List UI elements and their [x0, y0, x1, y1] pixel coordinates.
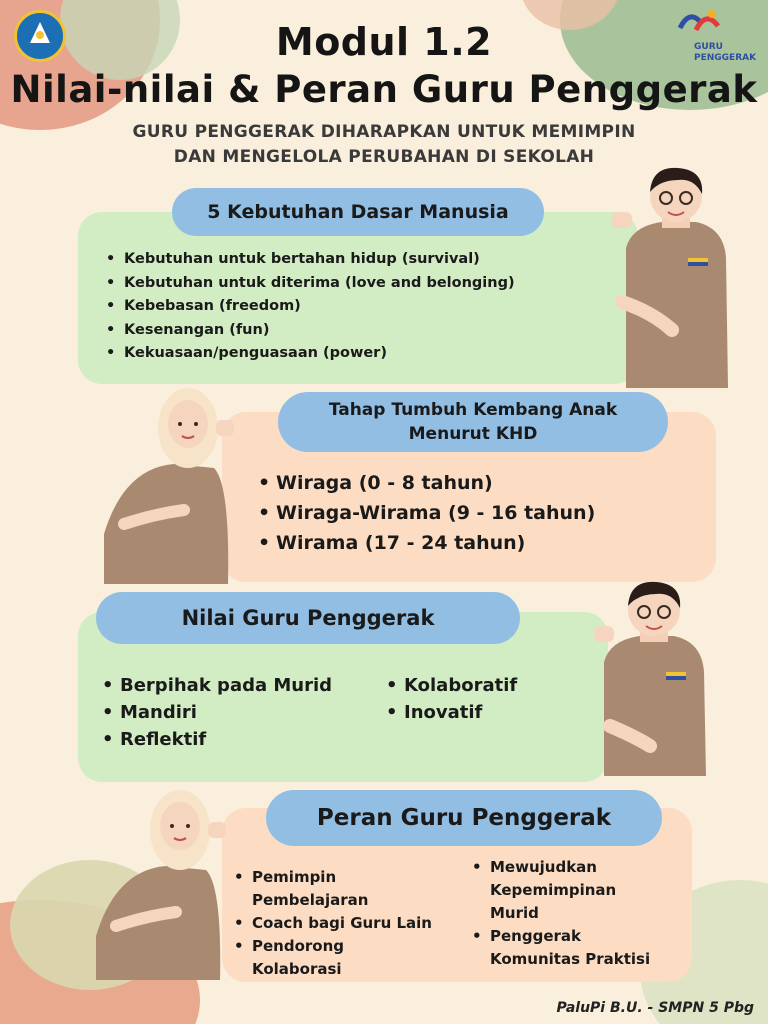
list-item: • Kebebasan (freedom) — [124, 295, 515, 319]
list-tahap — [276, 468, 595, 558]
title-line1: Modul 1.2 — [275, 20, 493, 64]
list-item: • Kebutuhan untuk bertahan hidup (survival) — [124, 248, 515, 272]
teacher-male-figure — [590, 576, 714, 776]
title-line2: Nilai-nilai & Peran Guru Penggerak — [10, 68, 758, 111]
list-peran-col2 — [490, 856, 650, 971]
list-item — [490, 925, 650, 971]
logo-text-penggerak: PENGGERAK — [694, 53, 757, 63]
subtitle-line2: DAN MENGELOLA PERUBAHAN DI SEKOLAH — [173, 147, 595, 167]
pill-peran: Peran Guru Penggerak — [266, 790, 662, 846]
list-item-line: Murid — [490, 904, 539, 922]
list-item — [252, 866, 432, 912]
list-kebutuhan — [124, 248, 515, 366]
list-peran-col1 — [252, 866, 432, 981]
list-item-line: Pendorong — [252, 937, 345, 955]
list-nilai-col2 — [404, 672, 517, 726]
list-item — [252, 912, 432, 935]
list-item: • Reflektif — [120, 726, 332, 753]
list-item: • Wirama (17 - 24 tahun) — [276, 528, 595, 558]
list-item: • Kesenangan (fun) — [124, 319, 515, 343]
list-item-line: Penggerak — [490, 927, 581, 945]
list-item: • Mandiri — [120, 699, 332, 726]
list-item: • Inovatif — [404, 699, 517, 726]
pill-kebutuhan: 5 Kebutuhan Dasar Manusia — [172, 188, 544, 236]
list-item — [490, 856, 650, 925]
logo-text-guru: GURU — [694, 42, 723, 52]
list-item-line: Kepemimpinan — [490, 881, 617, 899]
list-item-line: Coach bagi Guru Lain — [252, 914, 432, 932]
list-item-line: Mewujudkan — [490, 858, 597, 876]
pill-tahap-line1: Tahap Tumbuh Kembang Anak — [328, 400, 618, 420]
list-item-line: Komunitas Praktisi — [490, 950, 651, 968]
list-item-line: Kolaborasi — [252, 960, 342, 978]
list-item: • Kekuasaan/penguasaan (power) — [124, 342, 515, 366]
list-item-line: Pembelajaran — [252, 891, 369, 909]
pill-tahap — [278, 392, 668, 452]
list-nilai-col1 — [120, 672, 332, 753]
pill-nilai: Nilai Guru Penggerak — [96, 592, 520, 644]
list-item: • Berpihak pada Murid — [120, 672, 332, 699]
pill-tahap-line2: Menurut KHD — [408, 424, 538, 444]
subtitle — [100, 120, 668, 170]
subtitle-line1: GURU PENGGERAK DIHARAPKAN UNTUK MEMIMPIN — [132, 122, 636, 142]
list-item: • Kolaboratif — [404, 672, 517, 699]
list-item: • Kebutuhan untuk diterima (love and belonging) — [124, 272, 515, 296]
list-item: • Wiraga (0 - 8 tahun) — [276, 468, 595, 498]
teacher-female-figure — [104, 384, 236, 584]
list-item: • Wiraga-Wirama (9 - 16 tahun) — [276, 498, 595, 528]
footer-credit: PaluPi B.U. - SMPN 5 Pbg — [556, 1000, 754, 1016]
teacher-male-figure — [612, 162, 736, 388]
list-item-line: Pemimpin — [252, 868, 337, 886]
teacher-female-figure — [96, 786, 228, 980]
list-item — [252, 935, 432, 981]
